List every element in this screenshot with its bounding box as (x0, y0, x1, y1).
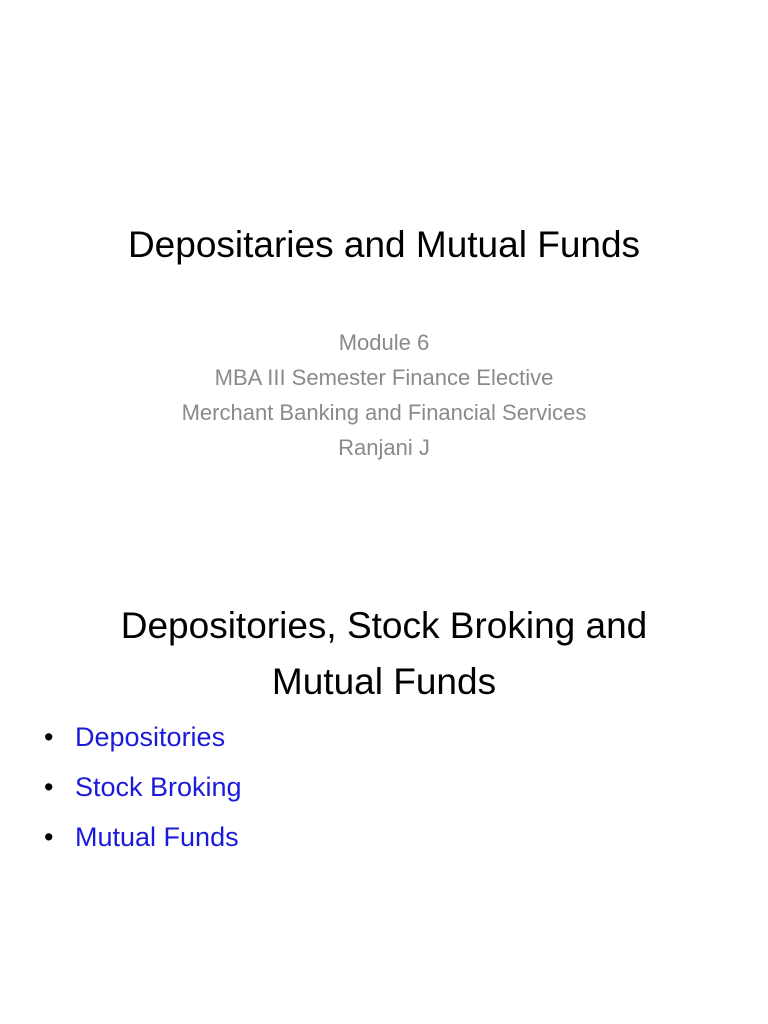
module-label: Module 6 (338, 330, 430, 355)
agenda-slide (0, 576, 768, 1024)
subject-label: Merchant Banking and Financial Services (181, 400, 587, 425)
list-item (44, 715, 242, 765)
list-item (44, 815, 242, 865)
course-label: MBA III Semester Finance Elective (214, 365, 554, 390)
author-label: Ranjani J (338, 435, 430, 460)
bullet-icon: • (44, 722, 54, 752)
bullet-icon: • (44, 822, 54, 852)
agenda-bullet-list (44, 715, 242, 865)
subtitle-block (0, 325, 768, 465)
agenda-title-line-1: Depositories, Stock Broking and (120, 605, 648, 646)
agenda-title (0, 598, 768, 710)
mutual-funds-link[interactable]: Mutual Funds (75, 822, 239, 852)
stock-broking-link[interactable]: Stock Broking (75, 772, 242, 802)
depositories-link[interactable]: Depositories (75, 722, 226, 752)
agenda-title-line-2: Mutual Funds (271, 661, 497, 702)
presentation-title: Depositaries and Mutual Funds (127, 224, 641, 265)
bullet-icon: • (44, 772, 54, 802)
list-item (44, 765, 242, 815)
